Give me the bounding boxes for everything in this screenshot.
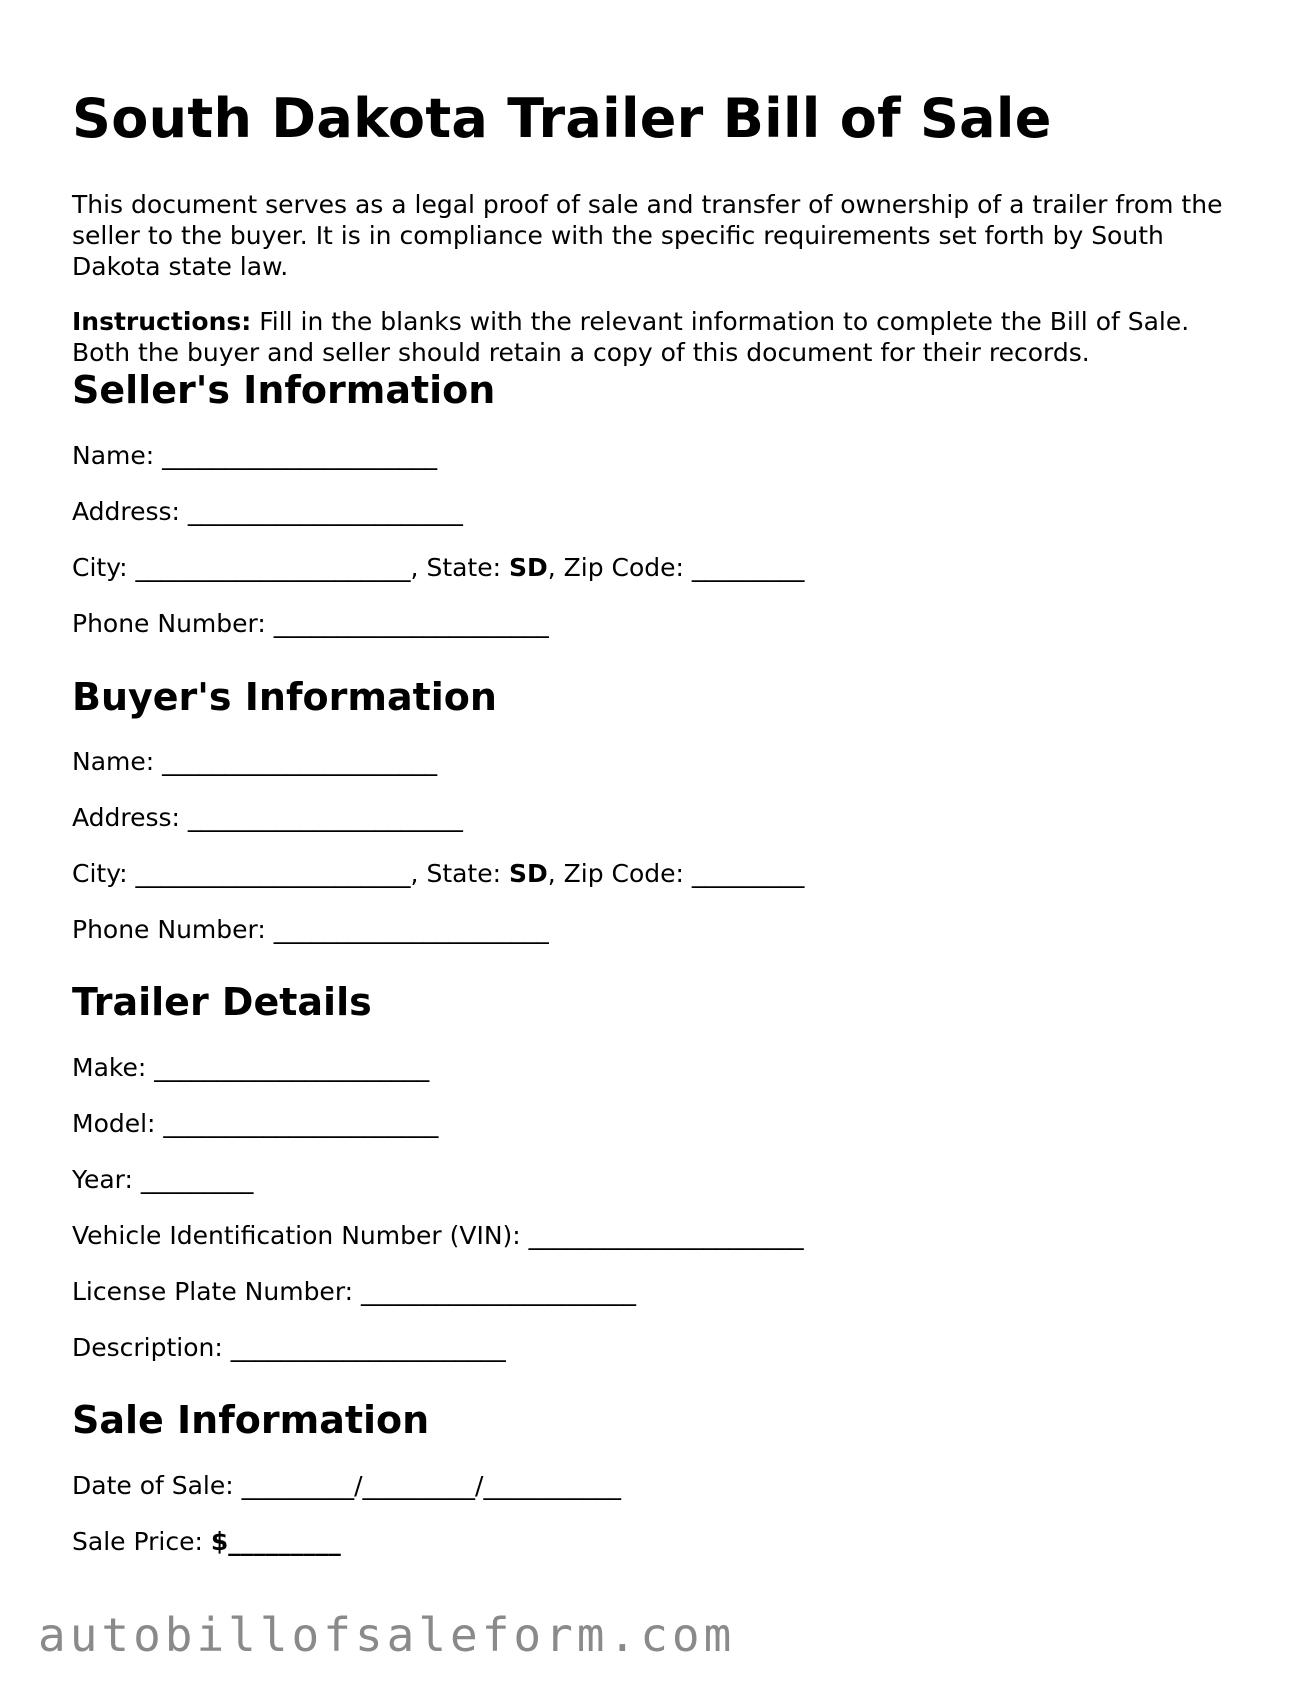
buyer-name-field: Name: ______________________ bbox=[72, 747, 438, 776]
intro-paragraph: This document serves as a legal proof of sale and transfer of ownership of a trailer from the seller to the buyer. It is in compliance with the specific requirements set forth by South Dakota state law. bbox=[72, 190, 1223, 281]
instructions-label: Instructions: bbox=[72, 307, 252, 336]
trailer-vin-field: Vehicle Identification Number (VIN): ______________________ bbox=[72, 1221, 804, 1250]
seller-heading: Seller's Information bbox=[72, 368, 496, 412]
buyer-zip: , Zip Code: _________ bbox=[547, 859, 805, 888]
sale-date-field: Date of Sale: _________/_________/___________ bbox=[72, 1471, 621, 1500]
sale-price-field bbox=[72, 1526, 341, 1557]
buyer-city-field bbox=[72, 858, 804, 889]
buyer-city-prefix: City: ______________________, State: bbox=[72, 859, 509, 888]
seller-city-prefix: City: ______________________, State: bbox=[72, 553, 509, 582]
buyer-address-field: Address: ______________________ bbox=[72, 803, 463, 832]
buyer-heading: Buyer's Information bbox=[72, 675, 497, 719]
trailer-heading: Trailer Details bbox=[72, 980, 372, 1024]
sale-price-value: $_________ bbox=[210, 1527, 341, 1556]
trailer-year-field: Year: _________ bbox=[72, 1165, 254, 1194]
seller-city-field bbox=[72, 552, 804, 583]
seller-name-field: Name: ______________________ bbox=[72, 441, 438, 470]
trailer-description-field: Description: ______________________ bbox=[72, 1333, 506, 1362]
seller-zip: , Zip Code: _________ bbox=[547, 553, 805, 582]
seller-address-field: Address: ______________________ bbox=[72, 497, 463, 526]
instructions-text: Fill in the blanks with the relevant information to complete the Bill of Sale. Both the buyer and seller should retain a copy of this document for their records. bbox=[72, 307, 1190, 367]
buyer-state-value: SD bbox=[509, 859, 548, 888]
sale-price-label: Sale Price: bbox=[72, 1527, 211, 1556]
watermark: autobillofsaleform.com bbox=[38, 1608, 736, 1662]
document-title: South Dakota Trailer Bill of Sale bbox=[72, 87, 1052, 150]
trailer-make-field: Make: ______________________ bbox=[72, 1053, 430, 1082]
sale-heading: Sale Information bbox=[72, 1398, 430, 1442]
instructions-paragraph bbox=[72, 306, 1242, 368]
trailer-plate-field: License Plate Number: ______________________ bbox=[72, 1277, 637, 1306]
seller-state-value: SD bbox=[509, 553, 548, 582]
buyer-phone-field: Phone Number: ______________________ bbox=[72, 915, 549, 944]
trailer-model-field: Model: ______________________ bbox=[72, 1109, 439, 1138]
seller-phone-field: Phone Number: ______________________ bbox=[72, 609, 549, 638]
